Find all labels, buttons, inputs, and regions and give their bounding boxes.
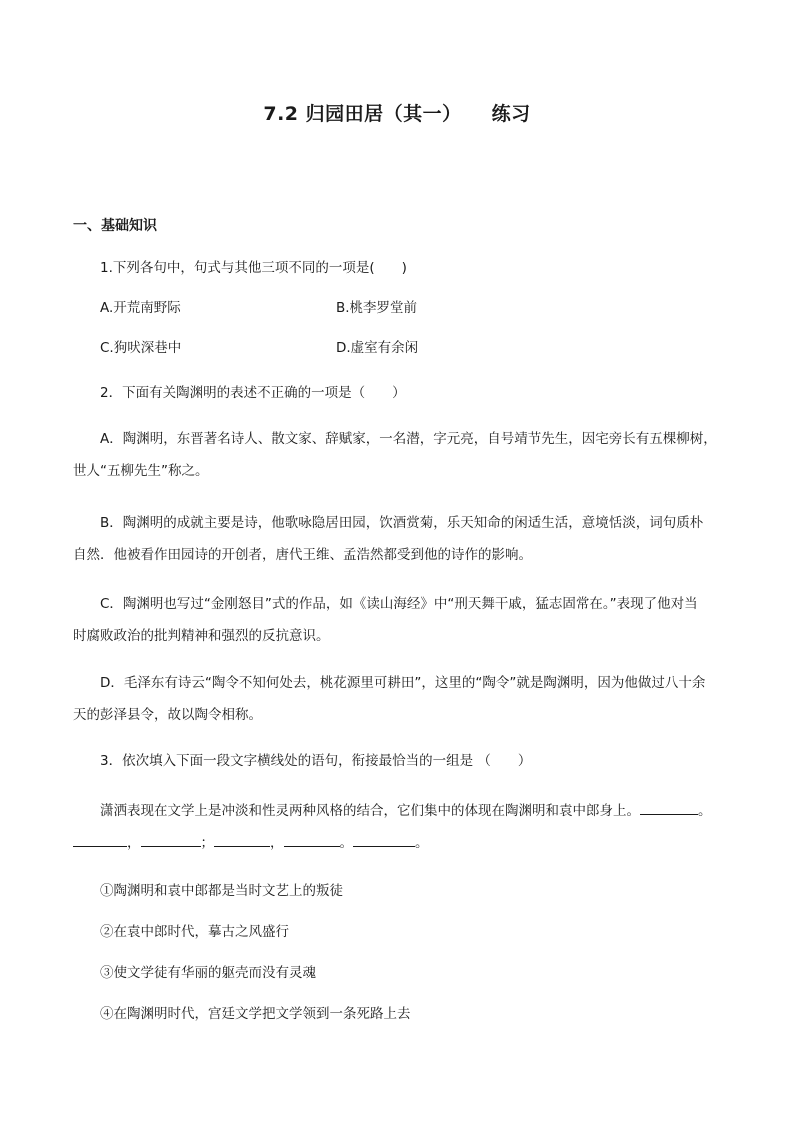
punctuation: ； (200, 835, 214, 851)
q2-option-b-line1: B．陶渊明的成就主要是诗，他歌咏隐居田园，饮酒赏菊，乐天知命的闲适生活，意境恬淡，词句质朴 (100, 515, 704, 531)
q2-option-b (73, 507, 728, 571)
answer-blank-6[interactable] (353, 832, 415, 847)
answer-blank-3[interactable] (141, 832, 201, 847)
q2-option-d (73, 667, 728, 731)
answer-blank-1[interactable] (640, 800, 698, 815)
punctuation: ， (127, 835, 141, 851)
punctuation: 。 (339, 835, 353, 851)
q2-option-a (73, 423, 728, 487)
answer-blank-5[interactable] (284, 832, 340, 847)
q2-option-d-line1: D．毛泽东有诗云“陶令不知何处去，桃花源里可耕田”，这里的“陶令”就是陶渊明，因为他做过八十余 (100, 675, 706, 691)
q1-option-b: B.桃李罗堂前 (336, 300, 418, 316)
q2-option-b-line2: 自然．他被看作田园诗的开创者，唐代王维、孟浩然都受到他的诗作的影响。 (73, 547, 532, 563)
q3-item-1: ①陶渊明和袁中郎都是当时文艺上的叛徒 (100, 883, 343, 899)
q3-passage (73, 795, 728, 859)
title-suffix: 练习 (491, 103, 531, 125)
q2-option-c-line1: C．陶渊明也写过“金刚怒目”式的作品，如《读山海经》中“刑天舞干戚，猛志固常在。”表现了他对当 (100, 596, 698, 612)
q1-option-a: A.开荒南野际 (100, 300, 181, 316)
answer-blank-2[interactable] (73, 832, 127, 847)
q2-option-a-line1: A．陶渊明，东晋著名诗人、散文家、辞赋家，一名潜，字元亮，自号靖节先生，因宅旁长有五棵柳树， (100, 431, 717, 447)
q1-stem: 1.下列各句中，句式与其他三项不同的一项是( ) (100, 260, 407, 276)
q2-option-d-line2: 天的彭泽县令，故以陶令相称。 (73, 707, 262, 723)
q3-item-2: ②在袁中郎时代，摹古之风盛行 (100, 924, 289, 940)
answer-blank-4[interactable] (214, 832, 270, 847)
q1-option-d: D.虚室有余闲 (336, 340, 419, 356)
q3-item-3: ③使文学徒有华丽的躯壳而没有灵魂 (100, 965, 316, 981)
q2-stem: 2．下面有关陶渊明的表述不正确的一项是（ ） (100, 385, 406, 401)
page-title (0, 99, 794, 126)
q2-option-a-line2: 世人“五柳先生”称之。 (73, 463, 209, 479)
q3-stem: 3．依次填入下面一段文字横线处的语句，衔接最恰当的一组是 （ ） (100, 753, 532, 769)
q2-option-c (73, 588, 728, 652)
q2-option-c-line2: 时腐败政治的批判精神和强烈的反抗意识。 (73, 628, 330, 644)
section-heading: 一、基础知识 (73, 218, 157, 234)
punctuation: 。 (415, 835, 429, 851)
punctuation: ， (270, 835, 284, 851)
q3-item-4: ④在陶渊明时代，宫廷文学把文学领到一条死路上去 (100, 1006, 411, 1022)
title-main: 7.2 归园田居（其一） (263, 103, 462, 125)
q1-option-c: C.狗吠深巷中 (100, 340, 182, 356)
q3-passage-line1: 潇洒表现在文学上是冲淡和性灵两种风格的结合，它们集中的体现在陶渊明和袁中郎身上。 (100, 803, 640, 819)
punctuation: 。 (698, 803, 712, 819)
